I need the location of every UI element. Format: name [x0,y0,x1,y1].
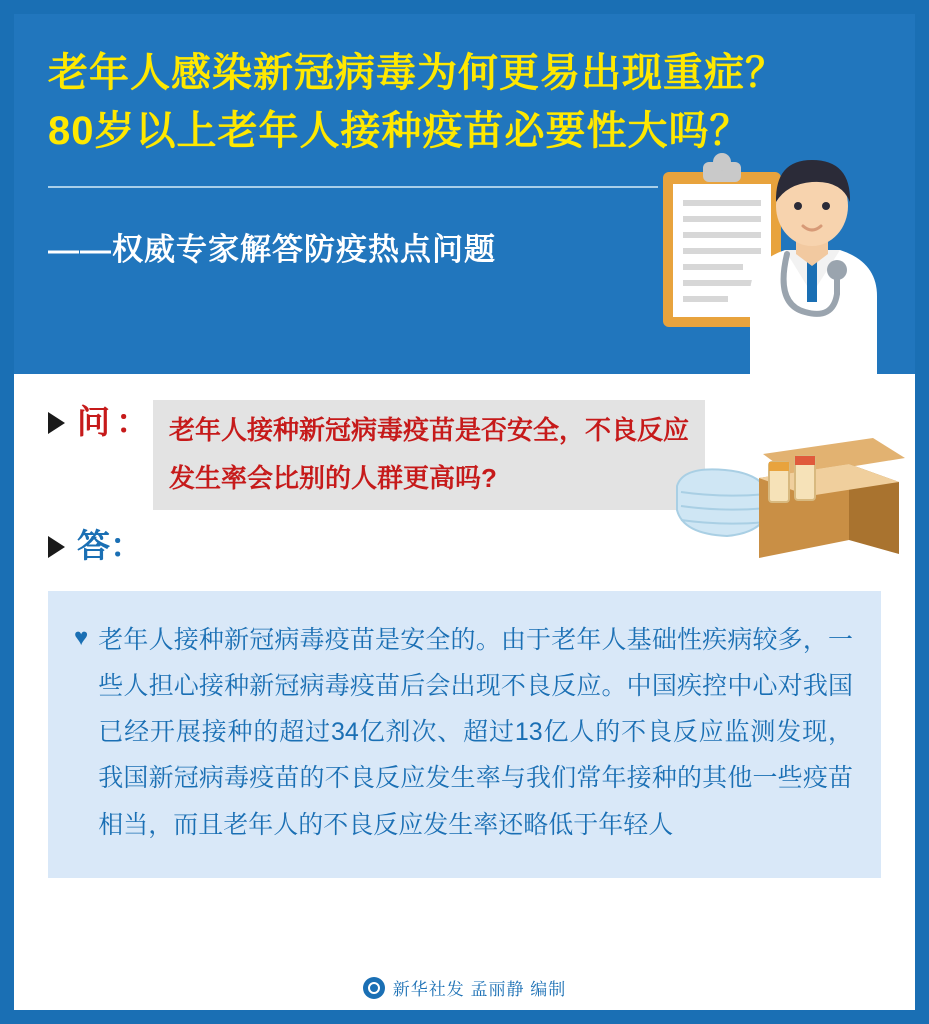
question-text-box [153,400,705,510]
answer-panel [48,591,881,878]
xinhua-logo-icon [363,977,385,999]
bullet-triangle-icon-2 [48,536,65,558]
qa-section [14,374,915,569]
question-label: 问 [77,403,110,440]
footer-credit: 新华社发 孟丽静 编制 [392,980,567,999]
title-divider [48,186,658,188]
page-title-line-1: 老年人感染新冠病毒为何更易出现重症？ [48,51,786,95]
answer-label: 答： [77,527,143,565]
bullet-triangle-icon [48,412,65,434]
question-colon: ： [116,403,149,440]
page-title-line-2: 80岁以上老年人接种疫苗必要性大吗？ [48,109,751,153]
question-line-1: 老年人接种新冠病毒疫苗是否安全，不良反应 [169,415,690,445]
page-subtitle: ——权威专家解答防疫热点问题 [48,232,496,267]
question-line-2: 发生率会比别的人群更高吗? [169,463,497,494]
heart-icon: ♥ [74,623,89,651]
doctor-illustration [655,144,915,374]
header-banner [14,14,915,374]
footer [14,975,915,1000]
vaccine-box-illustration [673,436,905,576]
answer-text: 老年人接种新冠病毒疫苗是安全的。由于老年人基础性疾病较多，一些人担心接种新冠病毒疫苗后会出现不良反应。中国疾控中心对我国已经开展接种的超过34亿剂次、超过13亿人的不良反应监测发现，我国新冠病毒疫苗的不良反应发生率与我们常年接种的其他一些疫苗相当，而且老年人的不良反应发生率还略低于年轻人 [98,625,853,839]
